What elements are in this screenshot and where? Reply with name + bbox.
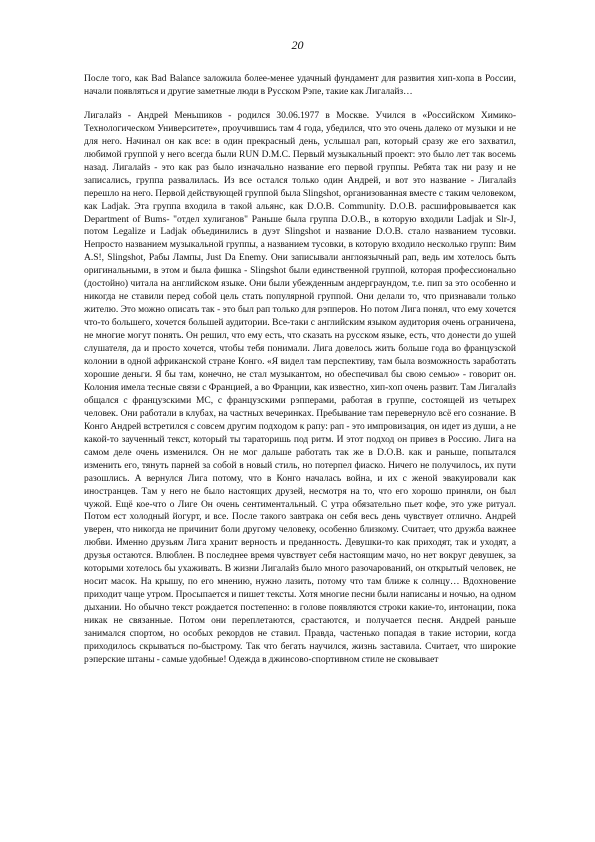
biography-paragraph: Лигалайз - Андрей Меньшиков - родился 30.06.1977 в Москве. Учился в «Российском Химико-Технологическом Университете», проучившись там 4 года, убедился, что это очень далеко от музыки и не для него. Начинал он как все: в один прекрасный день, услышал рап, который сразу же его захватил, любимой группой у него всегда были RUN D.M.C. Первый музыкальный проект: это было лет так восемь назад. Лигалайз - это как раз было изначально название его первой группы. Ребята так ни разу и не записались, группа развалилась. Из все остался только один Андрей, и вот это название - Лигалайз перешло на него. Первой действующей группой была Slingshot, организованная вместе с таким человеком, как Ladjak. Эта группа входила в такой альянс, как D.O.B. Community. D.O.B. расшифровывается как Department of Bums- "отдел хулиганов" Раньше была группа D.O.B., в которую входили Ladjak и Slr-J, потом Legalize и Ladjak объединились в дуэт Slingshot и название D.O.B. стало названием тусовки. Непросто названием музыкальной группы, а названием тусовки, в которую входило несколько групп: Вим A.S!, Slingshot, Рабы Лампы, Just Da Enemy. Они записывали англоязычный рап, ведь им хотелось быть оригинальными, в этом и была фишка - Slingshot были единственной группой, которая профессионально (достойно) читала на английском языке. Они были убежденным андерграундом, т.е. пип за это особенно и никогда не ставили перед собой цель стать популярной группой. Они делали то, что признавали только жителю. Это можно описать так - это был рап только для рэпперов. Но потом Лига понял, что ему хочется что-то большего, хочется большей аудитории. Все-таки с английским языком аудитория очень ограничена, не многие могут понять. Он решил, что ему есть, что сказать на русском языке, есть, что донести до ушей слушателя, да и просто хочется, чтобы тебя понимали. Лига довелось жить больше года во французской колонии в одной африканской стране Конго. «Я видел там перспективу, там была возможность заработать хорошие деньги. Я бы там, конечно, не стал музыкантом, но обеспечивал бы свою семью» - говорит он. Колония имела тесные связи с Францией, а во Франции, как известно, хип-хоп очень развит. Там Лигалайз общался с французскими МС, с французскими рэпперами, работая в группе, состоящей из четырех человек. Они работали в клубах, на частных вечеринках. Пребывание там перевернуло всё его сознание. В Конго Андрей встретился с совсем другим подходом к рапу: рап - это импровизация, он идет из души, а не какой-то заученный текст, который ты тараторишь под ритм. И этот подход он привез в Россию. Лига на самом деле очень изменился. Он не мог дальше работать так же в D.O.B. как и раньше, попытался изменить его, тянуть парней за собой в новый стиль, но потерпел фиаско. Ничего не получилось, их пути разошлись. А вернулся Лига потому, что в Конго началась война, и их с женой эвакуировали как иностранцев. Там у него не было настоящих друзей, несмотря на то, что его хорошо приняли, он был чужой. Ещё кое-что о Лиге Он очень сентиментальный. С утра обязательно пьет кофе, это уже ритуал. Потом ест холодный йогурт, и все. После такого завтрака он себя весь день чувствует отлично. Андрей уверен, что никогда не причинит боли другому человеку, особенно близкому. Считает, что дружба важнее любви. Именно друзьям Лига хранит верность и преданность. Девушки-то как приходят, так и уходят, а друзья остаются. Влюблен. В последнее время чувствует себя настоящим мачо, но нет вокруг девушек, за которыми хотелось бы ухаживать. В жизни Лигалайз было много разочарований, он открытый человек, не носит масок. На крышу, по его мнению, нужно лазить, потому что там ближе к солнцу… Вдохновение приходит чаще утром. Просыпается и пишет тексты. Хотя многие песни были написаны и ночью, на одном дыхании. Но обычно текст рождается постепенно: в голове появляются строки какие-то, интонации, пока никак не связанные. Потом они переплетаются, срастаются, и получается песня. Андрей раньше занимался спортом, но особых рекордов не ставил. Правда, частенько попадая в такие истории, когда приходилось скрываться по-быстрому. Так что бегать научился, жизнь заставила. Считает, что широкие рэперские штаны - самые удобные! Одежда в джинсово-спортивном стиле не сковывает xyxy=(84,110,516,665)
intro-paragraph: После того, как Bad Balance заложила более-менее удачный фундамент для развития хип-хопа в России, начали появляться и другие заметные люди в Русском Рэпе, такие как Лигалайз… xyxy=(84,74,516,97)
page-number: 20 xyxy=(291,38,304,52)
page-body xyxy=(84,73,516,667)
